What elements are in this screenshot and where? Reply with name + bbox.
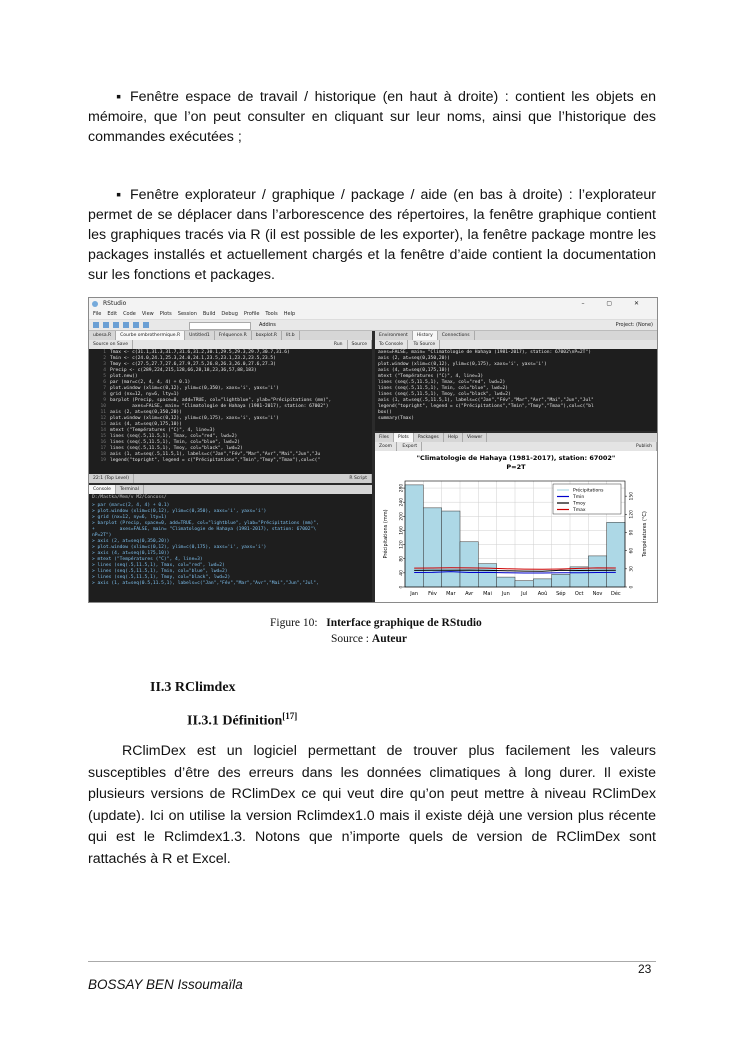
code-editor[interactable]: [89, 349, 372, 465]
bullet-text: Fenêtre espace de travail / historique (en haut à droite) : contient les objets en mémoire, que l’on peut consulter en cliquant sur leur noms, ainsi que l’historique des commandes exécutées ;: [88, 89, 656, 145]
bar-Jul: [515, 581, 533, 587]
x-tick-label: Fév: [428, 591, 437, 597]
files-tab-packages[interactable]: Packages: [414, 433, 444, 442]
files-tabs: [375, 433, 657, 442]
chart-title: "Climatologie de Hahaya (1981-2017), station: 67002": [416, 454, 616, 462]
figure-label: Figure 10:: [270, 617, 318, 629]
history-list[interactable]: [375, 349, 657, 423]
menu-item-edit[interactable]: Edit: [107, 311, 118, 317]
line-number: 1: [103, 350, 106, 355]
x-tick-label: Avr: [465, 591, 474, 597]
console-line: > plot.window (xlim=c(0,12), ylim=c(0,350), xaxs='i', yaxs='i'): [92, 509, 267, 514]
bullet-text: Fenêtre explorateur / graphique / package / aide (en bas à droite) : l’explorateur permet de se déplacer dans l’arborescence des répertoires, la fenêtre graphique contient les graphiques tracés via R (il est possible de les exporter), la fenêtre package montre les packages installés et actuellement chargés et la fenêtre d’aide contient la documentation sur les fonctions et packages.: [88, 187, 656, 283]
console-tab-console[interactable]: Console: [89, 485, 116, 494]
y-tick-label: 280: [399, 483, 405, 493]
bar-Oct: [570, 567, 588, 587]
bullet-mark: ▪: [116, 89, 122, 105]
code-text: Tmin <- c(24.0,24.1,25.3,24.0,24.1,23.5,23.1,23.2,23.5,23.5): [110, 356, 276, 361]
code-text: lines (seq(.5,11.5,1), Tmoy, col="black", lwd=2): [110, 446, 243, 451]
code-text: par (mar=c(2, 4, 4, 4) + 0.1): [110, 380, 191, 385]
env-tab-connections[interactable]: Connections: [438, 331, 475, 340]
x-tick-label: Sép: [556, 591, 566, 597]
code-text: plot.window (xlim=c(0,12), ylim=c(0,175), xaxs='i', yaxs='i'): [110, 416, 279, 421]
code-text: legend("topright", legend = c("Précipitations","Tmin","Tmoy","Tmax"),col=c(": [110, 458, 321, 463]
bar-Mai: [478, 564, 496, 587]
bullet-mark: ▪: [116, 187, 122, 203]
section-heading: II.3 RClimdex: [150, 680, 236, 695]
console-line: > lines (seq(.5,11.5,1), Tmax, col="red", lwd=2): [92, 563, 225, 568]
legend-label: Précipitations: [573, 488, 604, 494]
y-tick-label: 0: [399, 585, 405, 589]
legend-label: Tmax: [573, 508, 586, 514]
menu-item-tools[interactable]: Tools: [265, 311, 278, 317]
editor-status-bar: [89, 474, 372, 483]
x-tick-label: Aoû: [537, 591, 548, 597]
to-source-button[interactable]: To Source: [409, 340, 440, 349]
console-line: > lines (seq(.5,11.5,1), Tmoy, col="black", lwd=2): [92, 575, 231, 580]
y2-tick-label: 60: [629, 547, 635, 554]
plots-toolbar: [375, 442, 657, 451]
figure-title: Interface graphique de RStudio: [326, 617, 482, 629]
legend-label: Tmoy: [573, 501, 586, 507]
menu-item-debug[interactable]: Debug: [221, 311, 238, 317]
project-menu[interactable]: Project: (None): [615, 322, 653, 328]
line-number: 11: [100, 410, 106, 415]
y2-tick-label: 30: [629, 565, 635, 572]
chart-subtitle: P=2T: [506, 463, 526, 471]
source-on-save-checkbox[interactable]: Source on Save: [89, 340, 133, 349]
console-line: > lines (seq(.5,11.5,1), Tmin, col="blue", lwd=2): [92, 569, 228, 574]
source-tab-ubesa-r[interactable]: ubesa.R: [89, 331, 116, 340]
history-line: axis (4, at=seq(0,175,10)): [378, 368, 450, 373]
code-text: barplot (Precip, space=0, add=TRUE, col="lightblue", ylab="Précipitations (mm)",: [110, 398, 332, 403]
code-text: axis (4, at=seq(0,175,10)): [110, 422, 182, 427]
history-line: lines (seq(.5,11.5,1), Tmax, col="red", lwd=2): [378, 380, 506, 385]
subsection-title: II.3.1 Définition: [187, 713, 283, 729]
menu-item-file[interactable]: File: [93, 311, 102, 317]
code-text: mtext ("Températures (°C)", 4, line=3): [110, 428, 216, 433]
x-tick-label: Mai: [483, 591, 492, 597]
history-line: lines (seq(.5,11.5,1), Tmin, col="blue", lwd=2): [378, 386, 508, 391]
code-text: Tmoy <- c(27.5,27.7,27.6,27.9,27.5,26.8,26.3,26.0,27.6,27.3): [110, 362, 276, 367]
console-tabs: [89, 485, 372, 494]
line-number: 19: [100, 458, 106, 463]
line-number: 15: [100, 434, 106, 439]
y-tick-label: 40: [399, 569, 405, 576]
source-tabs: [89, 331, 372, 340]
source-pane: [89, 331, 372, 483]
source-tab-boxplot-r[interactable]: boxplot.R: [252, 331, 282, 340]
window-controls[interactable]: – ▢ ✕: [581, 300, 649, 307]
env-tab-environment[interactable]: Environment: [375, 331, 413, 340]
console-tab-terminal[interactable]: Terminal: [116, 485, 144, 494]
footer-divider: [88, 961, 656, 962]
zoom-button[interactable]: Zoom: [375, 442, 397, 451]
x-tick-label: Mar: [446, 591, 456, 597]
window-titlebar: [89, 298, 657, 310]
climate-chart: [375, 451, 657, 602]
menu-item-session[interactable]: Session: [177, 311, 197, 317]
bar-Déc: [607, 522, 625, 587]
console-output[interactable]: [89, 502, 372, 588]
bar-Nov: [588, 556, 606, 587]
console-line: + axes=FALSE, main= "Climatologie de Hahaya (1981-2017), station: 67002"\: [92, 527, 317, 532]
cursor-position: 22:1 (Top Level): [89, 474, 134, 483]
history-line: legend("topright", legend = c("Précipitations","Tmin","Tmoy","Tmax"),col=c("bl: [378, 404, 594, 409]
console-line: > axis (2, at=seq(0,350,20)): [92, 539, 170, 544]
source-value: Auteur: [371, 633, 408, 645]
history-line: axes=FALSE, main= "Climatologie de Hahaya (1981-2017), station: 67002\nP=2T"): [378, 350, 591, 355]
history-line: axis (1, at=seq(.5,11.5,1), labels=c("Jan","Fév","Mar","Avr","Mai","Jun","Jul": [378, 398, 594, 403]
line-number: 3: [103, 362, 106, 367]
addins-menu[interactable]: Addins: [259, 322, 276, 328]
window-title: RStudio: [103, 300, 127, 307]
line-number: 7: [103, 386, 106, 391]
files-tab-viewer[interactable]: Viewer: [463, 433, 487, 442]
y-tick-label: 160: [399, 526, 405, 535]
history-toolbar: [375, 340, 657, 349]
code-text: lines (seq(.5,11.5,1), Tmin, col="blue", lwd=2): [110, 440, 240, 445]
environment-tabs: [375, 331, 657, 340]
line-number: 2: [103, 356, 106, 361]
plots-pane: [375, 433, 657, 602]
publish-button[interactable]: Publish: [632, 442, 657, 451]
menu-item-build[interactable]: Build: [202, 311, 216, 317]
bar-Sép: [552, 574, 570, 587]
goto-file-input[interactable]: [189, 322, 251, 330]
y2-axis-label: Températures (°C): [642, 511, 648, 557]
console-pane: [89, 485, 372, 602]
menu-item-code[interactable]: Code: [123, 311, 136, 317]
plot-canvas: [375, 451, 657, 602]
export-button[interactable]: Export: [398, 442, 422, 451]
code-text: grid (nx=12, ny=6, lty=1): [110, 392, 180, 397]
y-tick-label: 120: [399, 540, 405, 549]
console-line: > plot.window (xlim=c(0,12), ylim=c(0,175), xaxs='i', yaxs='i'): [92, 545, 267, 550]
x-tick-label: Oct: [574, 591, 584, 597]
bullet-workspace: [88, 87, 656, 147]
line-number: 16: [100, 440, 106, 445]
source-button[interactable]: Source: [348, 340, 372, 349]
rstudio-logo-icon: [92, 301, 98, 307]
x-tick-label: Jan: [410, 591, 419, 597]
bar-Fév: [423, 508, 441, 587]
history-line: lines (seq(.5,11.5,1), Tmoy, col="black", lwd=2): [378, 392, 511, 397]
line-number: 6: [103, 380, 106, 385]
y-tick-label: 80: [399, 555, 405, 562]
console-line: > axis (4, at=seq(0,175,10)): [92, 551, 170, 556]
y-tick-label: 240: [399, 497, 405, 507]
y2-tick-label: 120: [629, 510, 635, 519]
line-number: 14: [100, 428, 106, 433]
y-axis-label: Précipitations (mm): [383, 509, 389, 559]
run-button[interactable]: Run: [330, 340, 348, 349]
bullet-explorer: [88, 185, 656, 285]
source-tab-untitled1[interactable]: Untitled1: [185, 331, 215, 340]
x-tick-label: Jun: [501, 591, 510, 597]
line-number: 17: [100, 446, 106, 451]
files-tab-help[interactable]: Help: [444, 433, 463, 442]
file-type[interactable]: R Script: [345, 474, 372, 483]
menu-item-help[interactable]: Help: [283, 311, 296, 317]
footer-author: BOSSAY BEN Issoumaïla: [88, 977, 243, 992]
main-toolbar: [89, 320, 657, 331]
line-number: 13: [100, 422, 106, 427]
line-number: 4: [103, 368, 106, 373]
code-text: Precip <- c(289,224,215,128,66,28,18,23,36,57,88,183): [110, 368, 257, 373]
y2-tick-label: 90: [629, 529, 635, 536]
legend-label: Tmin: [573, 495, 585, 501]
history-line: plot.window (xlim=c(0,12), ylim=c(0,175), xaxs='i', yaxs='i'): [378, 362, 547, 367]
bar-Mar: [442, 511, 460, 587]
console-line: > barplot (Precip, space=0, add=TRUE, col="lightblue", ylab="Précipitations (mm)",: [92, 521, 319, 526]
line-number: 12: [100, 416, 106, 421]
line-number: 18: [100, 452, 106, 457]
source-tab-courbe-ombrothermique-r[interactable]: Courbe ombrothermique.R: [116, 331, 185, 340]
menu-item-plots[interactable]: Plots: [159, 311, 172, 317]
history-line: box(): [378, 410, 392, 415]
code-text: axis (2, at=seq(0,350,20)): [110, 410, 182, 415]
menu-item-profile[interactable]: Profile: [243, 311, 260, 317]
history-line: mtext ("Températures (°C)", 4, line=3): [378, 374, 484, 379]
history-pane: [375, 331, 657, 431]
reference-number: [17]: [282, 711, 298, 721]
rstudio-screenshot: [88, 297, 658, 603]
code-line[interactable]: [92, 458, 369, 464]
line-number: 5: [103, 374, 106, 379]
source-tab-lit-b[interactable]: lit.b: [282, 331, 300, 340]
line-number: 9: [103, 398, 106, 403]
env-tab-history[interactable]: History: [413, 331, 438, 340]
to-console-button[interactable]: To Console: [375, 340, 408, 349]
source-tab-fr-quence-r[interactable]: Fréquence.R: [215, 331, 252, 340]
code-text: Tmax <- c(31.1,31.3,31.7,31.6,31.2,30.1,29.5,29.3,29.7,30.7,31.6): [110, 350, 290, 355]
files-tab-plots[interactable]: Plots: [394, 433, 414, 442]
x-tick-label: Déc: [610, 591, 621, 597]
subsection-heading: [187, 711, 297, 730]
bar-Jan: [405, 485, 423, 587]
menu-item-view[interactable]: View: [141, 311, 154, 317]
x-tick-label: Jul: [521, 591, 528, 597]
y2-tick-label: 150: [629, 491, 635, 501]
figure-caption: [270, 617, 570, 629]
bar-Aoû: [533, 579, 551, 587]
code-text: axes=FALSE, main= "Climatologie de Hahaya (1981-2017), station: 67002"): [110, 404, 329, 409]
source-toolbar: [89, 340, 372, 349]
menu-bar: [89, 310, 657, 320]
bar-Avr: [460, 542, 478, 587]
console-line: > mtext ("Températures (°C)", 4, line=3): [92, 557, 203, 562]
source-label: Source :: [331, 633, 370, 645]
bar-Jun: [497, 577, 515, 587]
history-line: axis (2, at=seq(0,350,20)): [378, 356, 450, 361]
code-text: plot.new(): [110, 374, 138, 379]
console-line: > par (mar=c(2, 4, 4) + 0.1): [92, 503, 170, 508]
code-text: axis (1, at=seq(.5,11.5,1), labels=c("Jan","Fév","Mar","Avr","Mai","Jun","Ju: [110, 452, 321, 457]
line-number: 10: [100, 404, 106, 409]
figure-source: [331, 633, 631, 645]
toolbar-icons[interactable]: [93, 322, 153, 328]
console-line: > axis (1, at=seq(0.5,11.5,1), labels=c("Jan","Fév","Mar","Avr","Mai","Jun","Jul",: [92, 581, 319, 586]
console-line: > grid (nx=12, ny=6, lty=1): [92, 515, 167, 520]
x-tick-label: Nov: [592, 591, 603, 597]
files-tab-files[interactable]: Files: [375, 433, 394, 442]
y-tick-label: 200: [399, 512, 405, 521]
history-line: summary(Tmax): [378, 416, 414, 421]
y2-tick-label: 0: [629, 585, 635, 589]
code-text: plot.window (xlim=c(0,12), ylim=c(0,350), xaxs='i', yaxs='i'): [110, 386, 279, 391]
body-paragraph: RClimDex est un logiciel permettant de trouver plus facilement les valeurs susceptibles d’être des erreurs dans les données climatiques à long durer. Il existe plusieurs versions de RClimDex ce qui veut dire qu’on peut mettre à niveau RClimDex (update). Ici on utilise la version Rclimdex1.0 mais il existe déjà une version plus récente qui est le Rclimdex1.3. Notons que n’importe quels de version de RClimDex sont rattachés à R et Excel.: [88, 743, 656, 867]
console-path: D:/Mastka/Mem/v M2/Concoss/: [92, 495, 167, 500]
line-number: 8: [103, 392, 106, 397]
console-line: nP=2T"): [92, 533, 112, 538]
code-text: lines (seq(.5,11.5,1), Tmax, col="red", lwd=2): [110, 434, 238, 439]
page-number: 23: [638, 962, 652, 976]
